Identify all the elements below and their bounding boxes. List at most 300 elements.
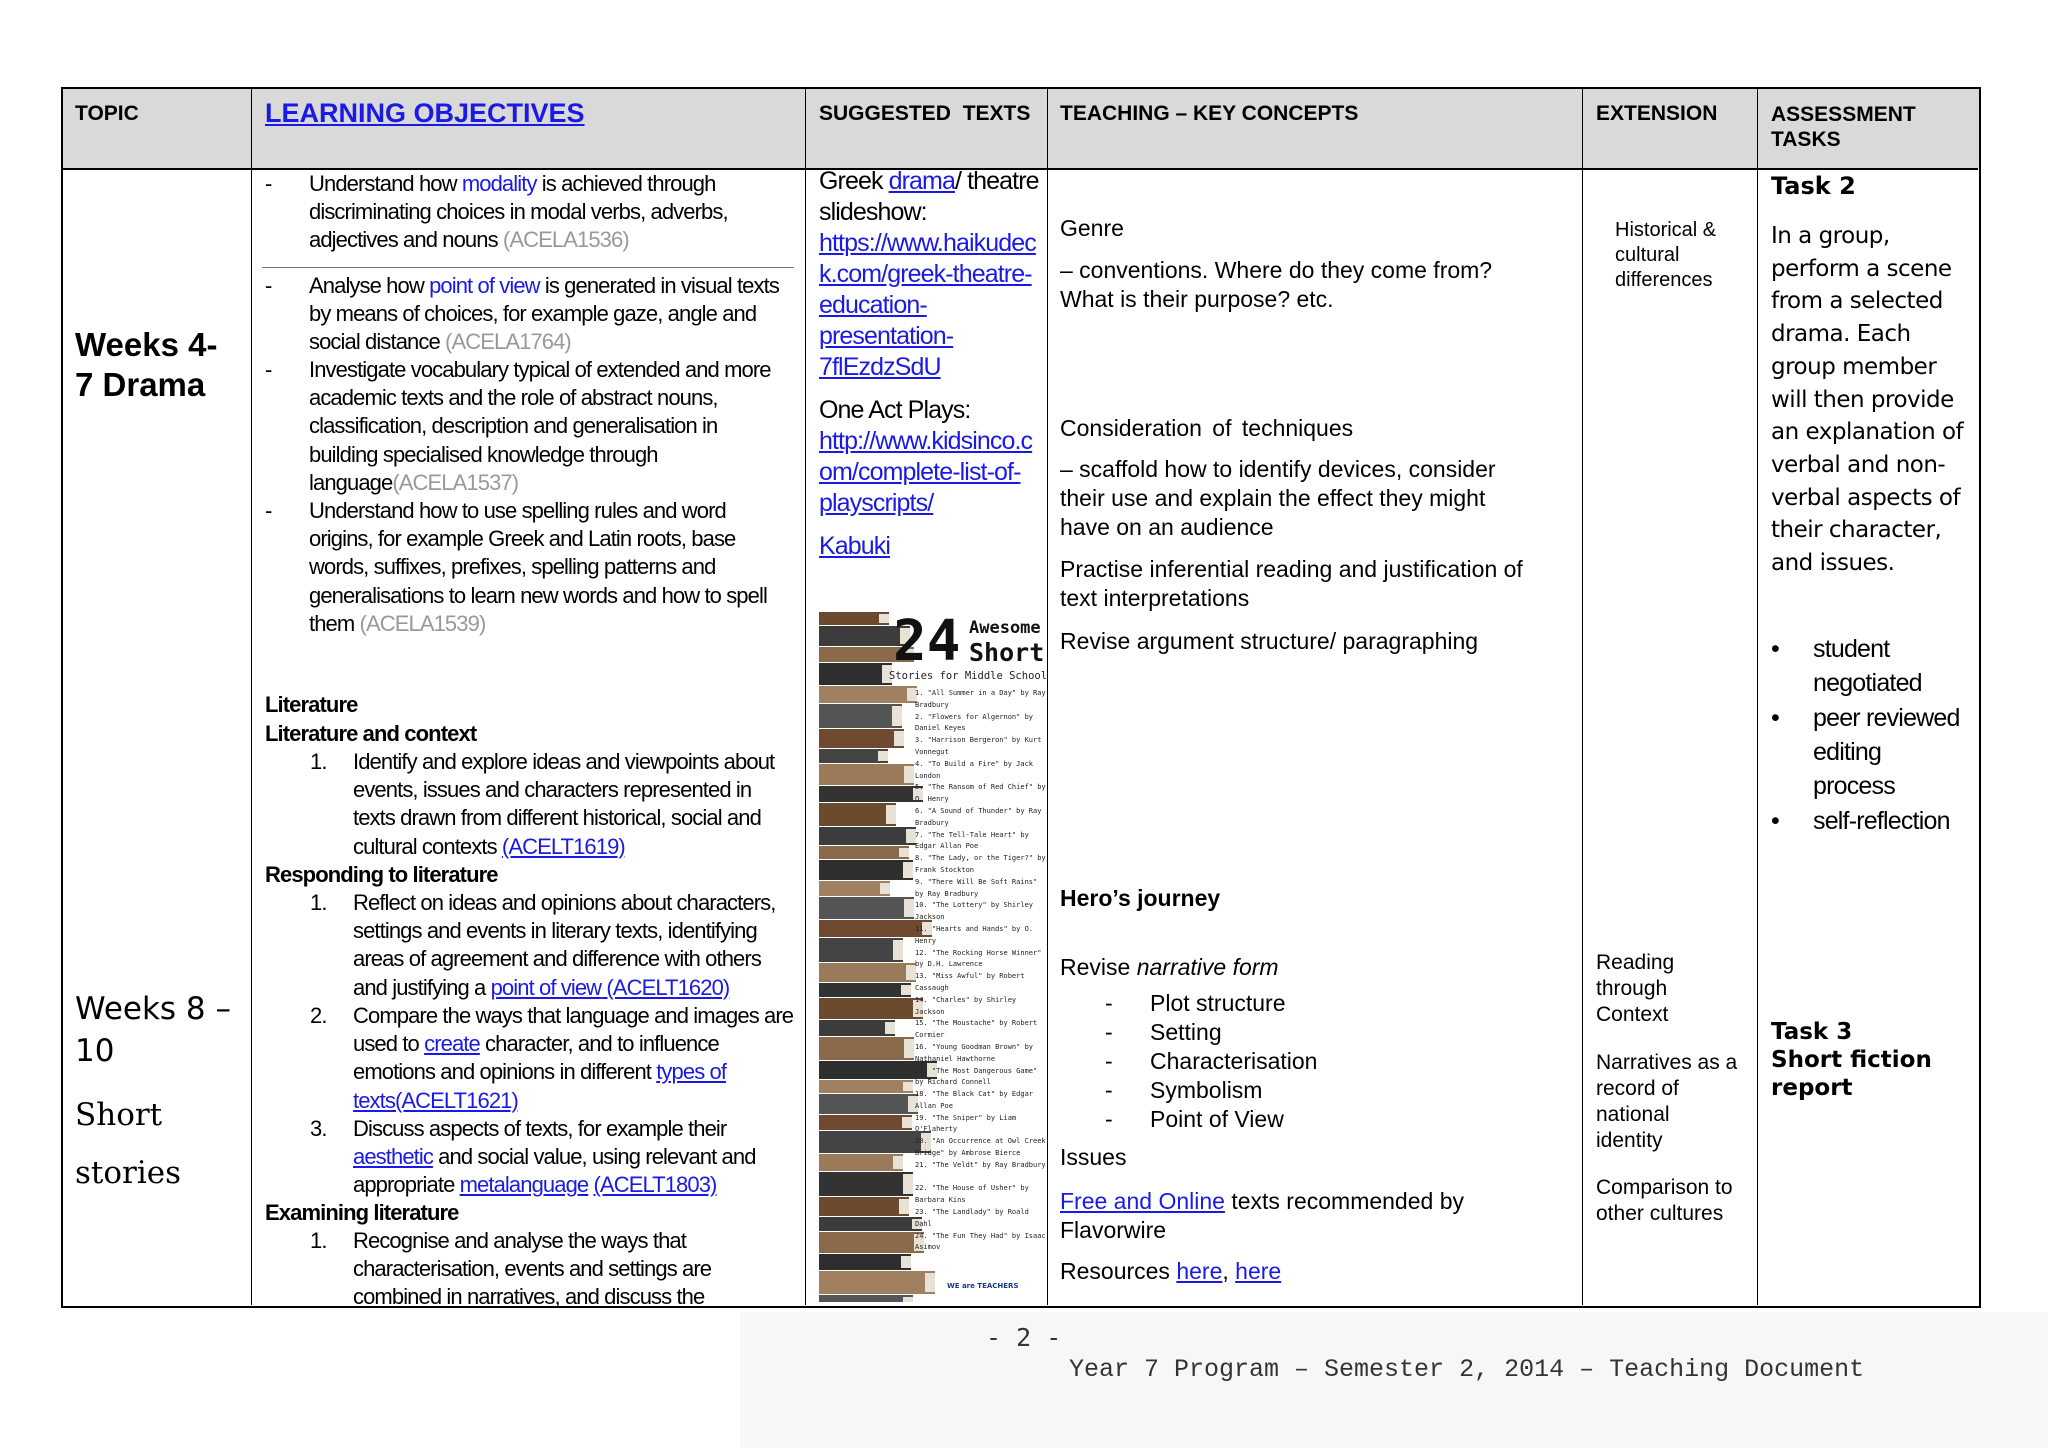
topic-drama-line1: Weeks 4-: [75, 326, 218, 363]
page-number: - 2 -: [986, 1323, 1062, 1352]
genre-heading: Genre: [1060, 215, 1124, 241]
text: and justifying a: [353, 974, 491, 1000]
book-spine: [819, 749, 888, 763]
text-line: identity: [1596, 1129, 1663, 1152]
book-pages: [901, 1256, 911, 1268]
bullet-dot: •: [1771, 807, 1779, 835]
responding-heading: Responding to literature: [265, 862, 498, 887]
book-spine: [819, 1172, 913, 1196]
task-2-line: perform a scene: [1771, 255, 1952, 282]
task-3-heading: [1771, 1018, 1932, 1102]
book-spine: [819, 846, 909, 859]
bullet-dot: •: [1771, 704, 1779, 732]
book-pages: [899, 1199, 909, 1214]
book-pages: [880, 883, 890, 894]
book-pages: [902, 1117, 912, 1128]
objectives-cell: [262, 0, 802, 1448]
book-spine: [819, 983, 911, 997]
book-spine: [819, 1020, 895, 1036]
greek-drama-line: [819, 166, 1049, 197]
criterion-self-reflection: self-reflection: [1813, 807, 1950, 835]
objective-modality: [309, 170, 809, 255]
url-line[interactable]: presentation-: [819, 322, 954, 350]
poster-story-list: [915, 688, 1047, 1254]
text: social distance: [309, 329, 446, 355]
text: ,: [1222, 1258, 1236, 1284]
text: used to: [353, 1031, 425, 1057]
text-line: cultural: [1615, 244, 1680, 266]
topic-drama-line2: 7 Drama: [75, 366, 206, 403]
url-line[interactable]: education-: [819, 291, 927, 319]
header-assessment-line1: ASSESSMENT: [1771, 103, 1916, 126]
genre-conventions: [1060, 256, 1580, 314]
narrative-element: [1105, 1105, 1505, 1134]
poster-short: Short: [969, 638, 1045, 667]
resources-line: [1060, 1257, 1281, 1286]
url-line[interactable]: playscripts/: [819, 489, 934, 517]
haikudeck-link[interactable]: [819, 228, 1049, 383]
objective-line: Identify and explore ideas and viewpoints about: [353, 749, 775, 774]
column-divider: [1757, 88, 1758, 1305]
text-line: – conventions. Where do they come from?: [1060, 257, 1493, 283]
aesthetic-link[interactable]: aesthetic: [353, 1144, 433, 1170]
text: them: [309, 610, 360, 636]
text-line: Context: [1596, 1003, 1669, 1026]
bullet-dot: •: [1771, 635, 1779, 663]
modality-term: modality: [461, 171, 537, 196]
narrative-element: [1105, 1047, 1505, 1076]
text-line: Practise inferential reading and justification of: [1060, 556, 1523, 582]
topic-short-line3: Short: [75, 1097, 163, 1133]
revise-argument: Revise argument structure/ paragraphing: [1060, 628, 1479, 654]
text-line: What is their purpose? etc.: [1060, 286, 1334, 312]
types-of-texts-link[interactable]: types of: [656, 1059, 727, 1085]
task-2-description: [1771, 220, 1976, 580]
bullet-dash: -: [1105, 1048, 1113, 1074]
narrative-element: [1105, 1018, 1505, 1047]
url-line[interactable]: k.com/greek-theatre-: [819, 260, 1032, 288]
poster-story-item: 5. "The Ransom of Red Chief" by O. Henry: [915, 783, 1046, 804]
task-2-line: In a group,: [1771, 223, 1890, 249]
objective-line: Investigate vocabulary typical of extended and more: [309, 357, 771, 382]
acelt1620-link[interactable]: (ACELT1620): [601, 974, 730, 1000]
list-number: 1.: [310, 890, 327, 915]
objective-line: building specialised knowledge through: [309, 441, 658, 467]
practise-inferential: [1060, 555, 1580, 613]
poster-story-item: 2. "Flowers for Algernon" by Daniel Keyes: [915, 712, 1034, 733]
poster-story-item: 12. "The Rocking Horse Winner" by D.H. Lawrence: [915, 948, 1042, 969]
poster-story-item: 22. "The House of Usher" by Barbara Kins: [915, 1184, 1029, 1205]
book-spine: [819, 998, 923, 1019]
header-topic: TOPIC: [75, 102, 139, 125]
book-pages: [903, 862, 913, 878]
text-line: have on an audience: [1060, 514, 1274, 540]
bullet-dash: -: [1105, 1077, 1113, 1103]
narrative-element: [1105, 1076, 1505, 1105]
text-line: [1060, 1187, 1580, 1216]
bullet-dash: -: [265, 171, 272, 196]
url-line[interactable]: om/complete-list-of-: [819, 458, 1021, 486]
literature-context-heading: Literature and context: [265, 721, 477, 746]
poster-footer: WE are TEACHERS: [947, 1282, 1019, 1290]
responding-item-2: [353, 1002, 813, 1115]
objective-line: [309, 328, 809, 356]
text: texts recommended by: [1224, 1188, 1464, 1214]
poster-subtitle: Stories for Middle School: [889, 670, 1047, 682]
resources-here-link-1[interactable]: here: [1176, 1258, 1223, 1284]
text: Greek: [819, 167, 889, 195]
objective-line: Reflect on ideas and opinions about characters,: [353, 890, 776, 915]
extension-historical: [1615, 218, 1716, 293]
text-line: Historical &: [1615, 219, 1717, 241]
text: Understand how: [309, 171, 462, 196]
column-divider: [1582, 88, 1583, 1305]
book-spine: [819, 1271, 935, 1294]
objective-line: combined in narratives, and discuss the: [353, 1284, 705, 1310]
text: and social value, using relevant and: [432, 1144, 756, 1170]
narrative-element-label: Point of View: [1150, 1106, 1284, 1132]
header-suggested-texts: SUGGESTED TEXTS: [819, 102, 1031, 125]
text-line: Reading: [1596, 951, 1675, 974]
curriculum-code: (ACELA1536): [502, 227, 629, 253]
poster-story-item: 20. "An Occurrence at Owl Creek Bridge" by Ambrose Bierce: [915, 1137, 1046, 1158]
book-spine: [819, 764, 914, 785]
task-2-line: verbal and non-: [1771, 451, 1946, 478]
poster-story-item: 3. "Harrison Bergeron" by Kurt Vonnegut: [915, 736, 1042, 756]
examining-heading: Examining literature: [265, 1200, 459, 1225]
book-pages: [904, 899, 914, 917]
poster-story-item: 21. "The Veldt" by Ray Bradbury: [915, 1160, 1046, 1169]
objective-line: texts drawn from different historical, social and: [353, 805, 761, 831]
task-2-line: group member: [1771, 353, 1937, 380]
book-pages: [903, 1297, 913, 1302]
book-spine: [819, 897, 914, 919]
objective-line: [309, 469, 809, 497]
book-pages: [894, 731, 904, 746]
poster-story-item: 15. "The Moustache" by Robert Cormier: [915, 1019, 1038, 1040]
book-pages: [925, 1273, 935, 1292]
curriculum-code: (ACELA1764): [445, 329, 571, 355]
text-line: negotiated: [1813, 669, 1922, 697]
create-link[interactable]: create: [424, 1031, 480, 1057]
objective-line: events, issues and characters represented in: [353, 777, 752, 803]
header-learning-objectives-link[interactable]: LEARNING OBJECTIVES: [265, 98, 585, 128]
poster-story-item: 9. "There Will Be Soft Rains" by Ray Bradbury: [915, 877, 1038, 898]
text: Analyse how: [309, 273, 430, 298]
drama-link[interactable]: drama: [888, 167, 955, 195]
book-spine: [819, 1154, 903, 1171]
book-spine: [819, 827, 916, 845]
text-line: process: [1813, 772, 1895, 800]
url-line[interactable]: https://www.haikudec: [819, 229, 1036, 257]
text-line: differences: [1615, 269, 1713, 291]
kidsinco-link[interactable]: [819, 426, 1049, 519]
text: emotions and opinions in different: [353, 1059, 657, 1085]
book-spine: [819, 1232, 924, 1253]
text-line: Narratives as a: [1596, 1051, 1738, 1074]
book-pages: [901, 985, 911, 995]
objective-line: [353, 833, 813, 861]
url-line[interactable]: http://www.kidsinco.c: [819, 427, 1033, 455]
topic-short-line2: 10: [75, 1033, 115, 1069]
book-pages: [903, 1174, 913, 1194]
objective-line: Discuss aspects of texts, for example their: [353, 1116, 727, 1141]
book-pages: [904, 1039, 914, 1058]
text-line: text interpretations: [1060, 585, 1250, 611]
techniques-scaffold: [1060, 455, 1580, 542]
narrative-element-label: Characterisation: [1150, 1048, 1318, 1074]
objective-line: [353, 1030, 813, 1058]
text-line: national: [1596, 1103, 1670, 1126]
narrative-element: [1105, 989, 1505, 1018]
acelt1803-link[interactable]: (ACELT1803): [593, 1172, 717, 1198]
text-line: Task 3: [1771, 1019, 1853, 1045]
objective-line: words, suffixes, prefixes, spelling patterns and: [309, 554, 716, 580]
book-spine: [819, 612, 889, 625]
acelt1619-link[interactable]: (ACELT1619): [501, 833, 625, 859]
text: is generated in visual texts: [539, 273, 779, 298]
text-line: peer reviewed: [1813, 704, 1960, 732]
task-2-line: from a selected: [1771, 288, 1943, 315]
objective-line: classification, description and generalisation in: [309, 413, 718, 439]
bullet-dash: -: [265, 357, 272, 382]
examining-item-1: [353, 1227, 813, 1312]
objective-line: [309, 610, 809, 638]
book-pages: [903, 1082, 913, 1091]
book-spine: [819, 938, 903, 962]
point-of-view-link[interactable]: point of view: [490, 974, 602, 1000]
poster-story-item: 17. "The Most Dangerous Game" by Richard Connell: [915, 1066, 1038, 1087]
book-spine: [819, 860, 913, 880]
topic-short-line4: stories: [75, 1155, 182, 1191]
task-2-line: will then provide: [1771, 386, 1954, 413]
narrative-element-label: Plot structure: [1150, 990, 1286, 1016]
book-spine: [819, 729, 904, 748]
objective-line: origins, for example Greek and Latin roots, base: [309, 526, 736, 552]
poster-story-item: 24. "The Fun They Had" by Isaac Asimov: [915, 1231, 1046, 1252]
objective-line: [309, 170, 809, 198]
techniques-heading: Consideration of techniques: [1060, 415, 1354, 441]
book-pages: [893, 940, 903, 960]
heros-journey-heading: Hero’s journey: [1060, 885, 1221, 911]
topic-short-stories-title: [75, 1086, 181, 1202]
list-number: 3.: [310, 1116, 327, 1141]
text-line: Short fiction: [1771, 1047, 1932, 1073]
task-2-line: verbal aspects of: [1771, 484, 1961, 511]
objective-line: [309, 226, 809, 254]
suggested-texts-cell: [819, 166, 1049, 562]
free-and-online-link[interactable]: Free and Online: [1060, 1188, 1225, 1214]
one-act-plays-label: One Act Plays:: [819, 396, 971, 424]
bullet-dash: -: [1105, 990, 1113, 1016]
list-number: 1.: [310, 1228, 327, 1253]
book-spine: [819, 881, 890, 896]
poster-story-item: 1. "All Summer in a Day" by Ray Bradbury: [915, 689, 1046, 709]
book-spine: [819, 1197, 909, 1216]
column-divider: [251, 88, 252, 1305]
objective-line: academic texts and the role of abstract nouns,: [309, 385, 718, 411]
poster-story-item: 8. "The Lady, or the Tiger?" by Frank Stockton: [915, 854, 1046, 874]
text: adjectives and nouns: [309, 227, 503, 253]
text: is achieved through: [536, 171, 716, 196]
book-spine: [819, 786, 923, 802]
text-line: their use and explain the effect they might: [1060, 485, 1486, 511]
curriculum-code: (ACELA1539): [359, 610, 486, 636]
objective-line: discriminating choices in modal verbs, adverbs,: [309, 199, 728, 225]
revise-narrative: [1060, 953, 1279, 982]
poster-story-item: 23. "The Landlady" by Roald Dahl: [915, 1208, 1029, 1228]
url-line[interactable]: 7flEzdzSdU: [819, 353, 941, 381]
poster-story-item: 19. "The Sniper" by Liam O'Flaherty: [915, 1113, 1017, 1134]
criterion-peer-reviewed: [1813, 701, 1983, 803]
responding-item-3: [353, 1115, 813, 1200]
text-line: through: [1596, 977, 1668, 1000]
metalanguage-link[interactable]: metalanguage: [459, 1172, 589, 1198]
objective-line: [353, 1058, 813, 1086]
objective-line: [309, 272, 809, 300]
book-pages: [879, 614, 889, 623]
book-pages: [893, 1156, 903, 1169]
literature-context-item: [353, 748, 813, 861]
book-spine: [819, 1094, 918, 1114]
poster-number: 24: [893, 612, 961, 674]
objective-line: Compare the ways that language and images are: [353, 1003, 794, 1028]
objective-line: by means of choices, for example gaze, angle and: [309, 301, 757, 327]
book-pages: [904, 766, 914, 783]
narrative-element-label: Setting: [1150, 1019, 1222, 1045]
text: cultural contexts: [353, 833, 502, 859]
objective-spelling: [309, 497, 809, 638]
book-pages: [885, 1022, 895, 1034]
literature-heading: Literature: [265, 692, 358, 717]
poster-story-item: 7. "The Tell-Tale Heart" by Edgar Allan Poe: [915, 830, 1029, 851]
slideshow-label: slideshow:: [819, 198, 927, 226]
objective-point-of-view: [309, 272, 809, 357]
book-spine: [819, 686, 917, 703]
book-spine: [819, 1037, 914, 1060]
objective-line: [353, 974, 813, 1002]
text-line: record of: [1596, 1077, 1679, 1100]
poster-story-item: 16. "Young Goodman Brown" by Nathaniel Hawthorne: [915, 1042, 1034, 1063]
text-line: – scaffold how to identify devices, consider: [1060, 456, 1496, 482]
objective-line: characterisation, events and settings are: [353, 1256, 712, 1282]
poster-story-item: 13. "Miss Awful" by Robert Cassaugh: [915, 972, 1025, 992]
bullet-dash: -: [1105, 1019, 1113, 1045]
book-spine: [819, 1254, 911, 1270]
objective-line: [353, 1171, 813, 1199]
header-teaching-key-concepts: TEACHING – KEY CONCEPTS: [1060, 102, 1359, 125]
objective-line: Understand how to use spelling rules and word: [309, 498, 726, 523]
objective-line: [353, 1087, 813, 1115]
text: Revise: [1060, 954, 1137, 980]
text: / theatre: [955, 167, 1039, 195]
book-spine: [819, 1080, 913, 1093]
text-line: report: [1771, 1075, 1853, 1101]
book-spine: [819, 663, 892, 685]
document-footer-title: Year 7 Program – Semester 2, 2014 – Teaching Document: [1069, 1355, 1865, 1384]
objective-line: generalisations to learn new words and how to spell: [309, 582, 767, 608]
issues-heading: Issues: [1060, 1144, 1127, 1170]
text: Resources: [1060, 1258, 1177, 1284]
text: language: [309, 469, 393, 495]
criterion-student-negotiated: [1813, 632, 1978, 700]
extension-comparison: [1596, 1175, 1733, 1227]
text-line: Comparison to: [1596, 1176, 1733, 1199]
extension-reading-context: [1596, 950, 1674, 1028]
objective-separator: [262, 267, 794, 268]
text: appropriate: [353, 1172, 460, 1198]
objective-line: [353, 1143, 813, 1171]
poster-story-item: 4. "To Build a Fire" by Jack London: [915, 759, 1034, 780]
bullet-dash: -: [265, 498, 272, 523]
text-line: student: [1813, 635, 1890, 663]
short-stories-poster: [819, 612, 1047, 1302]
topic-short-line1: Weeks 8 –: [75, 991, 232, 1027]
curriculum-code: (ACELA1537): [392, 469, 519, 495]
book-spine: [819, 704, 902, 728]
task-2-line: drama. Each: [1771, 321, 1911, 348]
topic-drama: [75, 325, 217, 405]
book-pages: [892, 706, 902, 726]
text-line: Flavorwire: [1060, 1217, 1167, 1243]
header-assessment: [1771, 102, 1916, 152]
objective-line: Recognise and analyse the ways that: [353, 1228, 686, 1253]
objective-vocabulary: [309, 356, 809, 497]
task-2-line: an explanation of: [1771, 419, 1964, 446]
book-spine: [819, 1217, 922, 1231]
book-spine: [819, 963, 916, 982]
kabuki-link[interactable]: Kabuki: [819, 532, 891, 560]
text-line: editing: [1813, 738, 1882, 766]
book-pages: [886, 805, 896, 824]
poster-story-item: 18. "The Black Cat" by Edgar Allan Poe: [915, 1090, 1034, 1110]
header-extension: EXTENSION: [1596, 102, 1718, 125]
point-of-view-term: point of view: [429, 273, 540, 298]
poster-story-item: 11. "Hearts and Hands" by O. Henry: [915, 924, 1034, 945]
text: character, and to influence: [479, 1031, 719, 1057]
book-spine: [819, 1115, 912, 1130]
responding-item-1: [353, 889, 813, 1002]
text-line: other cultures: [1596, 1202, 1724, 1225]
topic-short-stories: [75, 988, 231, 1072]
resources-here-link-2[interactable]: here: [1235, 1258, 1282, 1284]
objective-line: areas of agreement and difference with others: [353, 946, 761, 972]
narrative-elements-list: [1105, 989, 1505, 1134]
narrative-form-term: narrative form: [1136, 954, 1279, 980]
book-pages: [878, 751, 888, 761]
list-number: 2.: [310, 1003, 327, 1028]
book-spine: [819, 1295, 913, 1302]
poster-story-item: 6. "A Sound of Thunder" by Ray Bradbury: [915, 806, 1042, 827]
objective-line: settings and events in literary texts, identifying: [353, 918, 757, 944]
task-2-line: their character,: [1771, 517, 1942, 544]
narrative-element-label: Symbolism: [1150, 1077, 1263, 1103]
free-online-line: [1060, 1187, 1580, 1245]
book-pages: [899, 848, 909, 857]
poster-awesome: Awesome: [969, 618, 1041, 638]
task-2-line: and issues.: [1771, 550, 1895, 577]
bullet-dash: -: [265, 273, 272, 298]
book-spine: [819, 803, 896, 826]
poster-story-item: 14. "Charles" by Shirley Jackson: [915, 995, 1017, 1016]
acelt1621-link[interactable]: texts(ACELT1621): [353, 1087, 518, 1113]
poster-story-item: 10. "The Lottery" by Shirley Jackson: [915, 901, 1034, 922]
task-2-heading: Task 2: [1771, 172, 1856, 200]
header-assessment-line2: TASKS: [1771, 128, 1841, 151]
extension-narratives: [1596, 1050, 1737, 1154]
bullet-dash: -: [1105, 1106, 1113, 1132]
list-number: 1.: [310, 749, 327, 774]
